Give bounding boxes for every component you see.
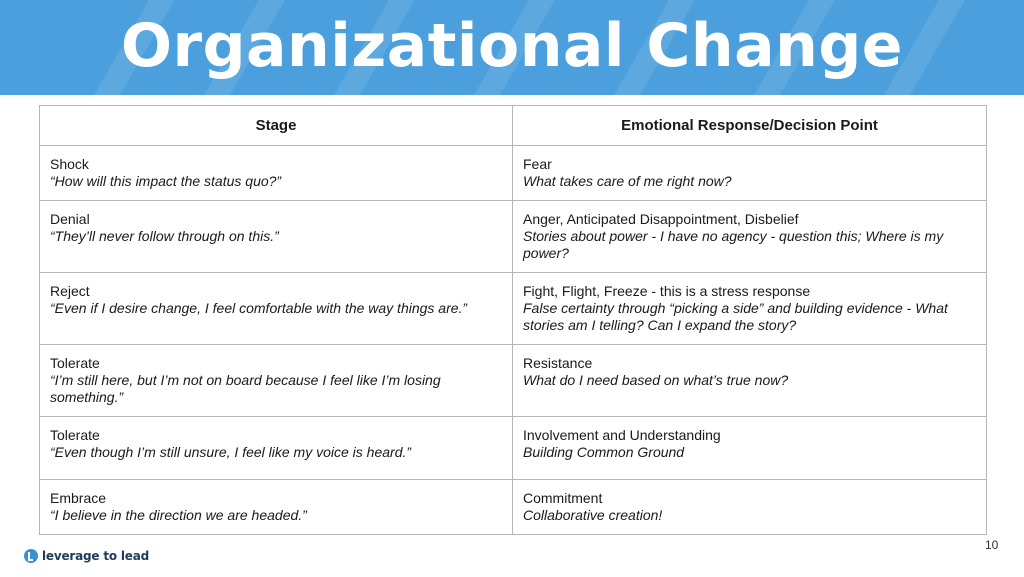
stage-cell xyxy=(40,417,513,480)
stage-quote: “How will this impact the status quo?” xyxy=(50,173,282,189)
slide-title: Organizational Change xyxy=(121,11,903,81)
table-row xyxy=(40,480,987,535)
stage-quote: “I’m still here, but I’m not on board because I feel like I’m losing something.” xyxy=(50,372,441,405)
stage-name: Embrace xyxy=(50,490,107,506)
stage-quote: “Even though I’m still unsure, I feel like my voice is heard.” xyxy=(50,444,412,460)
response-cell xyxy=(513,273,987,345)
stage-quote: “I believe in the direction we are headed.” xyxy=(50,507,307,523)
response-name: Fight, Flight, Freeze - this is a stress response xyxy=(523,283,811,299)
response-detail: Stories about power - I have no agency - question this; Where is my power? xyxy=(523,228,944,261)
table-header-row xyxy=(40,106,987,146)
change-stages-table xyxy=(39,105,987,535)
response-detail: What do I need based on what’s true now? xyxy=(523,372,789,388)
response-cell xyxy=(513,417,987,480)
stage-cell xyxy=(40,146,513,201)
column-header-stage: Stage xyxy=(40,106,513,146)
table-row xyxy=(40,201,987,273)
response-detail: Collaborative creation! xyxy=(523,507,663,523)
stage-name: Tolerate xyxy=(50,427,100,443)
stage-quote: “Even if I desire change, I feel comfortable with the way things are.” xyxy=(50,300,468,316)
stage-cell xyxy=(40,480,513,535)
column-header-response: Emotional Response/Decision Point xyxy=(513,106,987,146)
response-cell xyxy=(513,480,987,535)
page-number: 10 xyxy=(985,538,999,552)
stage-cell xyxy=(40,201,513,273)
table-row xyxy=(40,417,987,480)
stage-name: Tolerate xyxy=(50,355,100,371)
response-name: Resistance xyxy=(523,355,593,371)
stage-cell xyxy=(40,273,513,345)
response-name: Commitment xyxy=(523,490,603,506)
stage-quote: “They’ll never follow through on this.” xyxy=(50,228,279,244)
response-cell xyxy=(513,146,987,201)
footer-logo xyxy=(24,547,149,565)
response-name: Involvement and Understanding xyxy=(523,427,721,443)
leverage-logo-icon xyxy=(24,549,38,563)
table-row xyxy=(40,273,987,345)
table-row xyxy=(40,345,987,417)
response-name: Fear xyxy=(523,156,552,172)
response-cell xyxy=(513,345,987,417)
response-name: Anger, Anticipated Disappointment, Disbelief xyxy=(523,211,799,227)
response-detail: False certainty through “picking a side” and building evidence - What stories am I telling? Can I expand the story? xyxy=(523,300,948,333)
logo-text: leverage to lead xyxy=(42,549,150,563)
stage-cell xyxy=(40,345,513,417)
stage-name: Shock xyxy=(50,156,89,172)
response-cell xyxy=(513,201,987,273)
response-detail: What takes care of me right now? xyxy=(523,173,732,189)
title-banner xyxy=(0,0,1024,95)
table-row xyxy=(40,146,987,201)
stage-name: Reject xyxy=(50,283,90,299)
response-detail: Building Common Ground xyxy=(523,444,685,460)
stage-name: Denial xyxy=(50,211,90,227)
